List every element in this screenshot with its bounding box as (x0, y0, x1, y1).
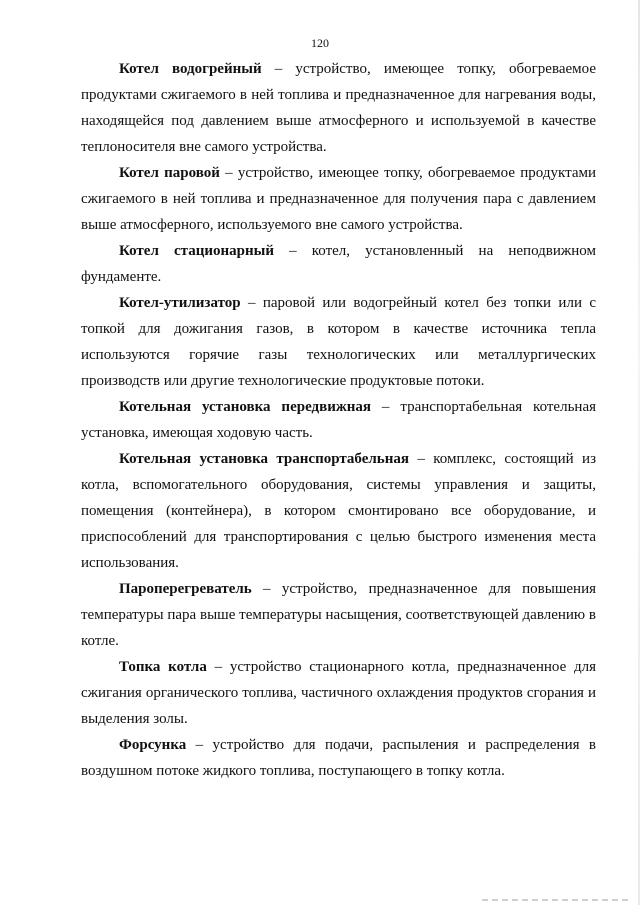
definition-separator: – (240, 295, 263, 311)
definition-text: устройство, имеющее топку, обогреваемое продуктами сжигаемого в ней топлива и предназначенное для нагревания воды, находящейся под давлением выше атмосферного и используемой в качестве теплоносителя вне самого устройства. (81, 61, 596, 155)
definition-text: устройство стационарного котла, предназначенное для сжигания органического топлива, частичного охлаждения продуктов сгорания и выделения золы. (81, 659, 597, 727)
definition-text: устройство, имеющее топку, обогреваемое продуктами сжигаемого в ней топлива и предназначенное для получения пара с давлением выше атмосферного, используемого вне самого устройства. (81, 165, 597, 233)
definition-separator: – (186, 737, 213, 753)
definition-term: Котел стационарный (119, 243, 274, 259)
definition-term: Котельная установка передвижная (119, 399, 371, 415)
definition-hot-water-boiler (81, 56, 596, 160)
definitions-list (81, 56, 596, 784)
definition-text: устройство для подачи, распыления и распределения в воздушном потоке жидкого топлива, поступающего в топку котла. (81, 737, 596, 779)
definition-transportable-boiler-plant (81, 446, 596, 576)
definition-superheater (81, 576, 596, 654)
definition-term: Котел-утилизатор (119, 295, 241, 311)
definition-text: котел, установленный на неподвижном фундаменте. (81, 243, 596, 285)
definition-mobile-boiler-plant (81, 394, 596, 446)
definition-separator: – (251, 581, 282, 597)
definition-steam-boiler (81, 160, 596, 238)
definition-separator: – (273, 243, 312, 259)
scan-bottom-mark (482, 899, 632, 901)
definition-term: Котельная установка транспортабельная (119, 451, 409, 467)
definition-separator: – (219, 165, 238, 181)
definition-term: Форсунка (119, 737, 187, 753)
definition-text: паровой или водогрейный котел без топки или с топкой для дожигания газов, в котором в качестве источника тепла используются горячие газы технологических или металлургических производств или другие технологические продуктовые потоки. (81, 295, 597, 389)
definition-term: Котел паровой (119, 165, 220, 181)
definition-separator: – (206, 659, 230, 675)
definition-separator: – (371, 399, 401, 415)
definition-boiler-furnace (81, 654, 596, 732)
definition-burner-nozzle (81, 732, 596, 784)
definition-separator: – (261, 61, 296, 77)
definition-text: комплекс, состоящий из котла, вспомогательного оборудования, системы управления и защиты, помещения (контейнера), в котором смонтировано все оборудование, и приспособлений для транспортирования с целью быстрого изменения места использования. (81, 451, 596, 571)
definition-separator: – (408, 451, 434, 467)
definition-term: Топка котла (119, 659, 207, 675)
definition-text: устройство, предназначенное для повышения температуры пара выше температуры насыщения, соответствующей давлению в котле. (81, 581, 596, 649)
definition-stationary-boiler (81, 238, 596, 290)
definition-term: Пароперегреватель (119, 581, 252, 597)
definition-text: транспортабельная котельная установка, имеющая ходовую часть. (81, 399, 597, 441)
definition-term: Котел водогрейный (119, 61, 262, 77)
definition-waste-heat-boiler (81, 290, 596, 394)
page-number: 120 (311, 36, 329, 50)
